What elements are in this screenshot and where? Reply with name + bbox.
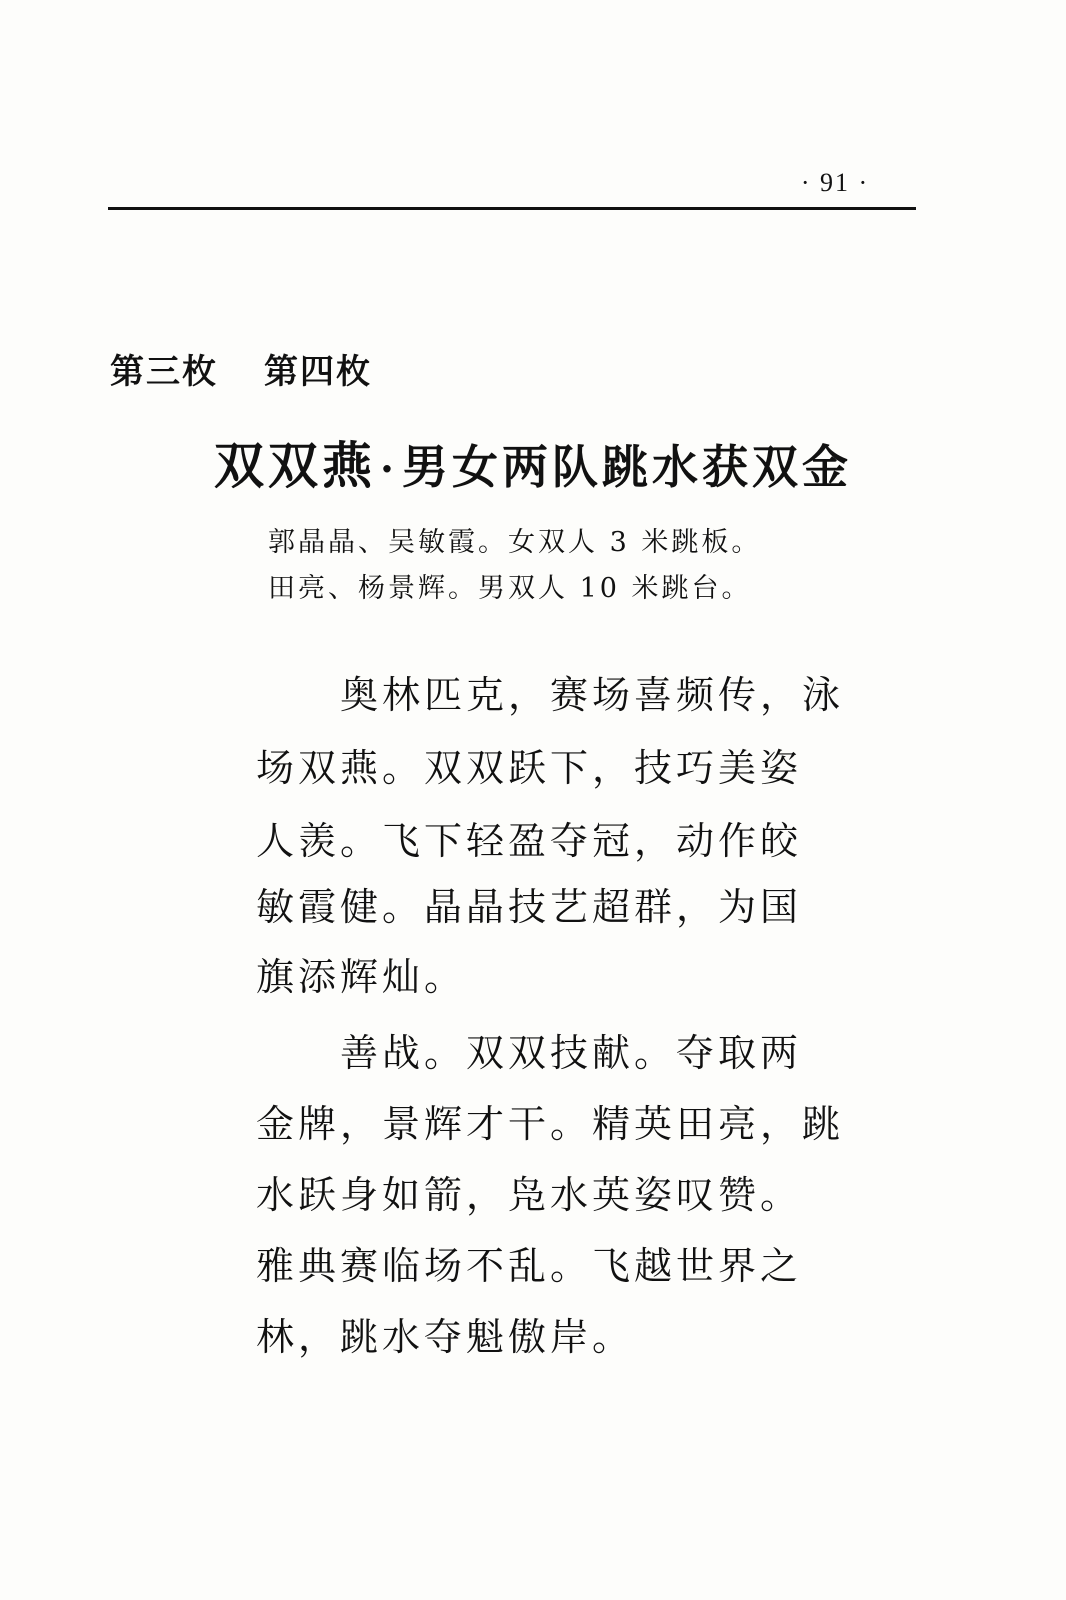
body-line: 林，跳水夺魁傲岸。 <box>256 1315 635 1359</box>
poem-title <box>0 426 1066 498</box>
body-line: 敏霞健。晶晶技艺超群，为国 <box>256 885 803 929</box>
section-label-part2: 第四枚 <box>264 352 372 392</box>
body-line: 奥林匹克，赛场喜频传，泳 <box>256 673 845 717</box>
page-number: · 91 · <box>800 168 870 197</box>
body-line: 场双燕。双双跃下，技巧美姿 <box>256 746 803 790</box>
poem-title-sub: 男女两队跳水获双金 <box>401 440 852 494</box>
body-line: 人羡。飞下轻盈夺冠，动作皎 <box>256 819 803 863</box>
body-line: 雅典赛临场不乱。飞越世界之 <box>256 1244 803 1288</box>
subtitle-line-1: 郭晶晶、吴敏霞。女双人 3 米跳板。 <box>268 527 762 558</box>
poem-title-separator: · <box>380 446 398 493</box>
section-label <box>110 344 372 393</box>
subtitle-line-2: 田亮、杨景辉。男双人 10 米跳台。 <box>268 573 752 604</box>
header-rule <box>108 207 916 210</box>
body-line: 金牌，景辉才干。精英田亮，跳 <box>256 1102 845 1146</box>
body-line: 水跃身如箭，凫水英姿叹赞。 <box>256 1173 803 1217</box>
body-line: 善战。双双技献。夺取两 <box>256 1031 803 1075</box>
poem-title-main: 双双燕 <box>214 436 377 495</box>
body-line: 旗添辉灿。 <box>256 955 467 999</box>
section-label-part1: 第三枚 <box>110 352 218 392</box>
